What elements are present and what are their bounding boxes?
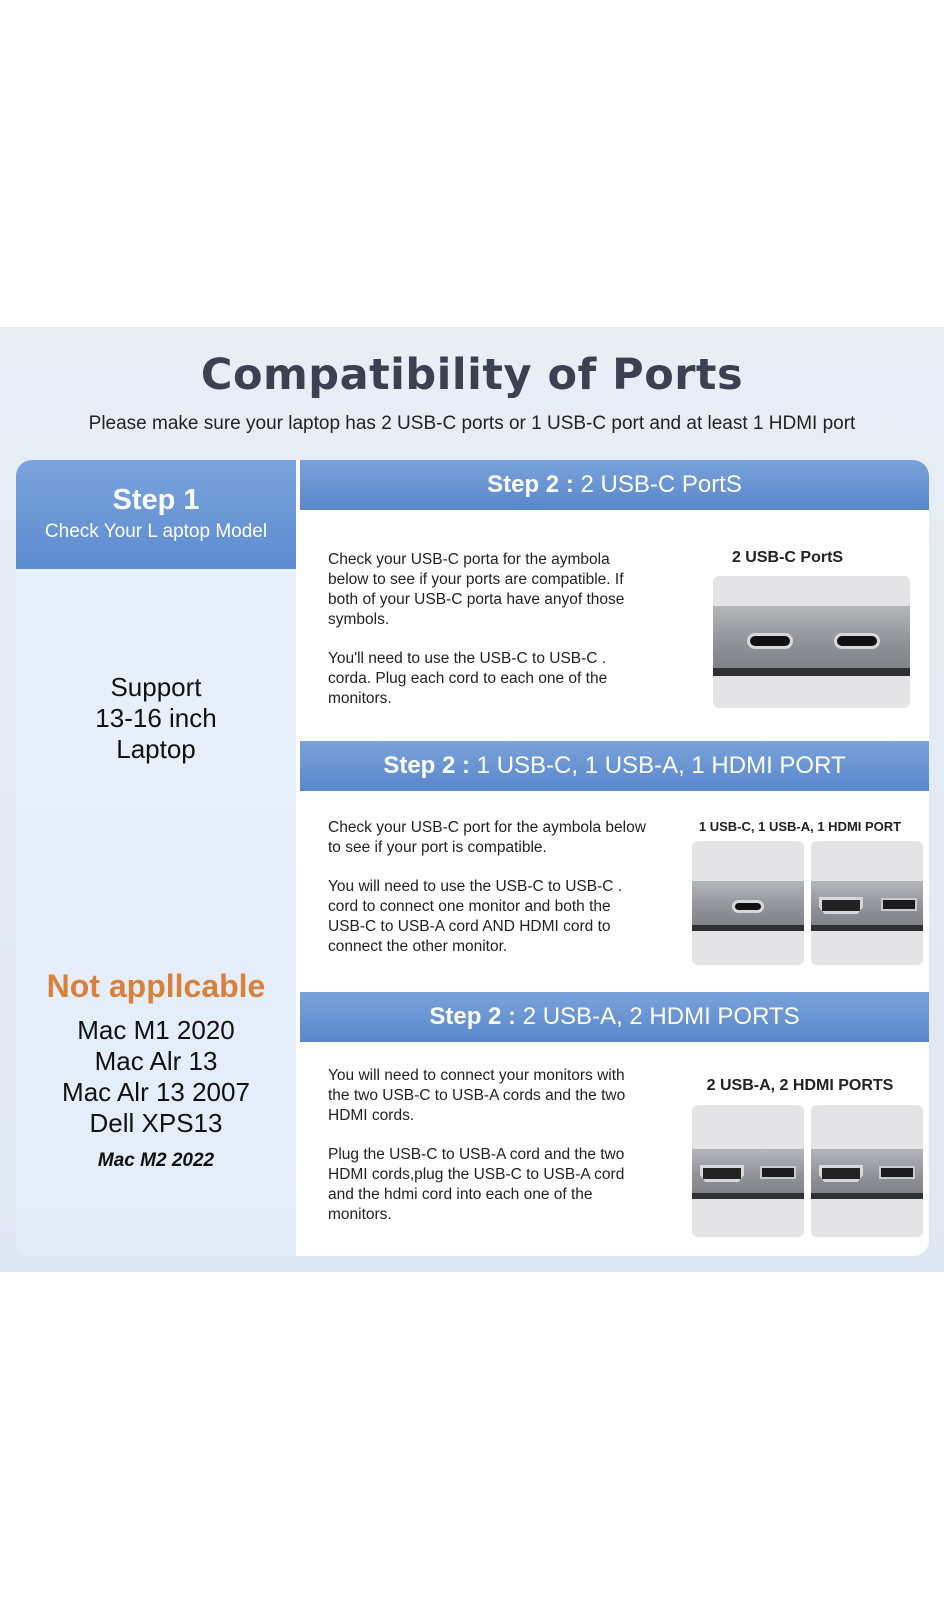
- step-label: Step 2 :: [429, 1003, 517, 1030]
- not-applicable-model: Mac M1 2020: [77, 1015, 235, 1045]
- section-paragraph: You'll need to use the USB-C to USB-C . corda. Plug each cord to each one of the monitors.: [328, 650, 608, 707]
- step1-header: [16, 460, 296, 569]
- step1-column: [16, 460, 296, 1256]
- usb-a-port-icon: [760, 1166, 796, 1179]
- section-paragraph: Check your USB-C porta for the aymbola below to see if your ports are compatible. If both of your USB-C porta have anyof those symbols.: [328, 551, 625, 628]
- hdmi-port-icon: [819, 1165, 863, 1182]
- section-text: [328, 550, 648, 728]
- port-image-hdmi-usba: [692, 1105, 804, 1237]
- usb-c-port-icon: [834, 633, 880, 649]
- section-header-usbc-usba-hdmi: [300, 741, 929, 791]
- support-line: Laptop: [116, 734, 196, 764]
- step2-column: [300, 460, 929, 1256]
- hdmi-port-icon: [700, 1165, 744, 1182]
- section-paragraph: You will need to connect your monitors with the two USB-C to USB-A cords and the two HDMI cords.: [328, 1067, 626, 1124]
- not-applicable-model: Dell XPS13: [89, 1108, 223, 1138]
- not-applicable-extra: Mac M2 2022: [97, 1150, 215, 1171]
- section-header-2-usbc: [300, 460, 929, 510]
- step1-subtitle: Check Your L aptop Model: [44, 521, 268, 542]
- port-image-2-usbc: [713, 576, 910, 708]
- image-label: 2 USB-A, 2 HDMI PORTS: [706, 1077, 894, 1094]
- usb-a-port-icon: [879, 1166, 915, 1179]
- page-subtitle: Please make sure your laptop has 2 USB-C ports or 1 USB-C port and at least 1 HDMI port: [88, 413, 856, 434]
- hdmi-port-icon: [819, 897, 863, 914]
- page-title: Compatibility of Ports: [200, 350, 744, 400]
- port-image-usbc: [692, 841, 804, 965]
- support-line: Support: [110, 672, 202, 702]
- not-applicable-list: [16, 1015, 296, 1139]
- usb-a-port-icon: [881, 898, 917, 911]
- section-header-2-usba-2-hdmi: [300, 992, 929, 1042]
- section-paragraph: Plug the USB-C to USB-A cord and the two HDMI cords,plug the USB-C to USB-A cord and the hdmi cord into each one of the monitors.: [328, 1146, 625, 1223]
- port-image-hdmi-usba: [811, 1105, 923, 1237]
- image-label: 1 USB-C, 1 USB-A, 1 HDMI PORT: [698, 819, 902, 834]
- section-text: [328, 1066, 648, 1244]
- step1-title: Step 1: [112, 484, 200, 516]
- section-paragraph: You will need to use the USB-C to USB-C . cord to connect one monitor and both the USB-C to USB-A cord AND HDMI cord to connect the other monitor.: [328, 878, 623, 955]
- section-text: [328, 818, 648, 976]
- compatibility-card: [16, 460, 929, 1256]
- port-image-hdmi-usba: [811, 841, 923, 965]
- section-paragraph: Check your USB-C port for the aymbola below to see if your port is compatible.: [328, 819, 646, 856]
- not-applicable-model: Mac Alr 13 2007: [62, 1077, 250, 1107]
- section-heading: 1 USB-C, 1 USB-A, 1 HDMI PORT: [470, 752, 846, 779]
- usb-c-port-icon: [747, 633, 793, 649]
- step-label: Step 2 :: [383, 752, 471, 779]
- section-heading: 2 USB-A, 2 HDMI PORTS: [516, 1003, 800, 1030]
- not-applicable-model: Mac Alr 13: [94, 1046, 218, 1076]
- step-label: Step 2 :: [487, 471, 574, 498]
- section-heading: 2 USB-C PortS: [573, 471, 742, 498]
- support-line: 13-16 inch: [95, 703, 217, 733]
- image-label: 2 USB-C PortS: [731, 549, 844, 566]
- support-text: [16, 672, 296, 765]
- usb-c-port-icon: [732, 900, 764, 913]
- not-applicable-title: Not appllcable: [46, 968, 266, 1004]
